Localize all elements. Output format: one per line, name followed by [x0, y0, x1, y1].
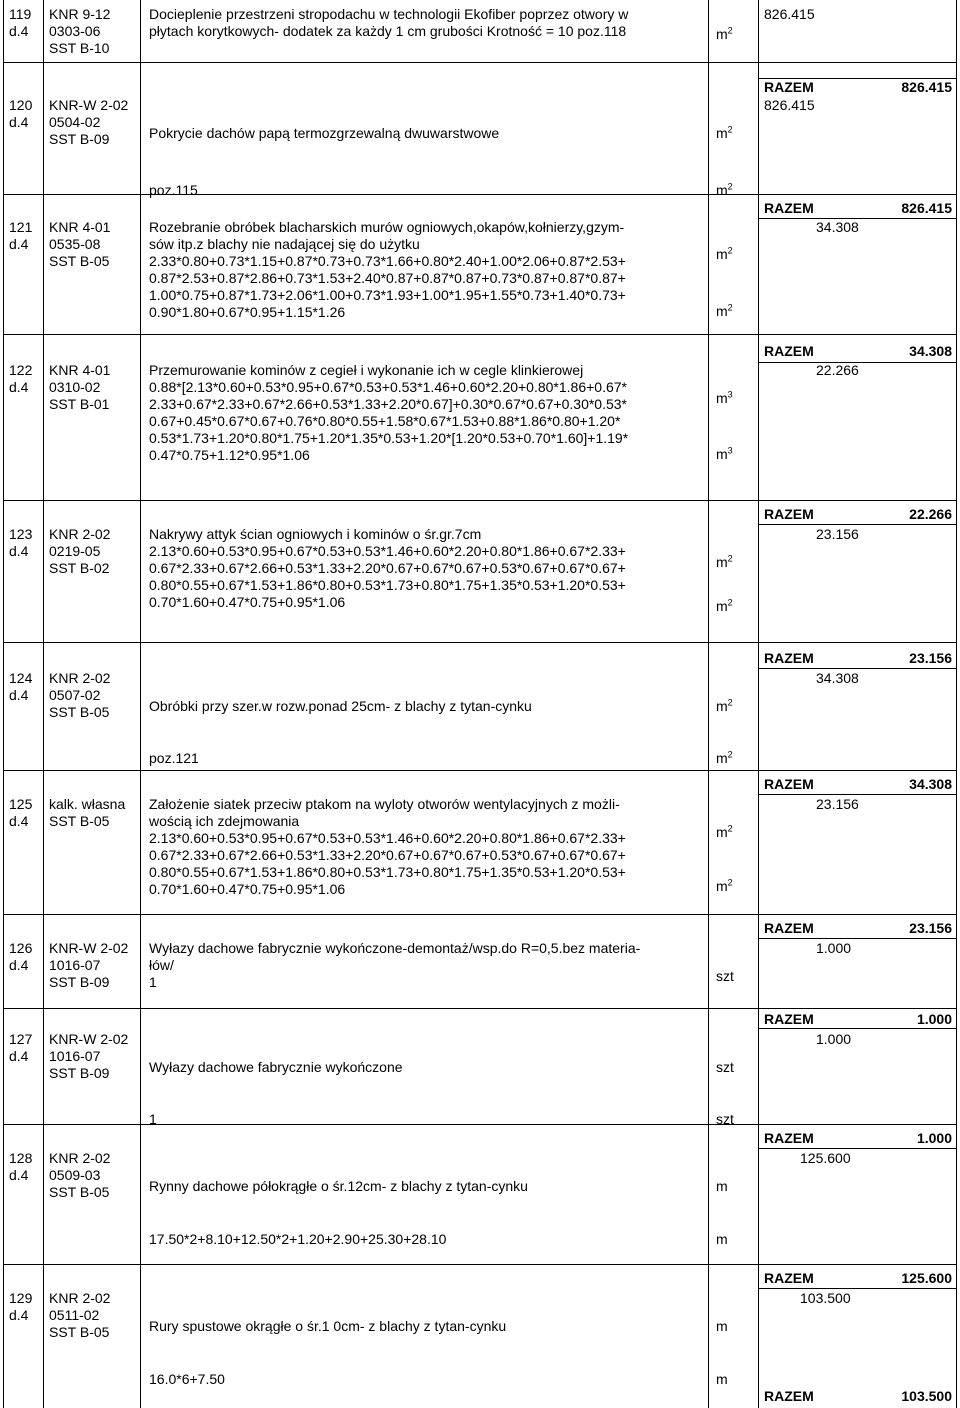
position-number: 123 — [9, 526, 33, 542]
razem-divider — [758, 1148, 956, 1149]
quantity: 23.156 — [816, 796, 859, 812]
unit: szt — [716, 968, 734, 984]
position-number: 122 — [9, 362, 33, 378]
row-divider — [3, 334, 957, 335]
position-sub: d.4 — [9, 543, 29, 559]
quantity: 103.500 — [800, 1290, 851, 1306]
unit: $m^2$ — [716, 697, 733, 714]
quantity: 1.000 — [816, 940, 852, 956]
quantity: 23.156 — [816, 526, 859, 542]
item-description: Docieplenie przestrzeni stropodachu w technologii Ekofiber poprzez otwory w — [149, 6, 629, 22]
base-code: KNR 4-01 — [49, 362, 111, 378]
calc-line: poz.115 — [149, 182, 198, 198]
position-sub: d.4 — [9, 687, 29, 703]
base-code: KNR 2-02 — [49, 526, 111, 542]
calc-line: 0.67+0.45*0.67*0.67+0.76*0.80*0.55+1.58*0.67*1.53+0.88*1.86*0.80+1.20* — [149, 413, 621, 429]
base-code: 0303-06 — [49, 23, 101, 39]
razem-divider — [758, 1028, 956, 1029]
item-description: Przemurowanie kominów z cegieł i wykonanie ich w cegle klinkierowej — [149, 362, 584, 378]
razem-label: RAZEM — [764, 1270, 814, 1286]
razem-divider — [758, 524, 956, 525]
razem-label: RAZEM — [764, 650, 814, 666]
item-description: płytach korytkowych- dodatek za każdy 1 cm grubości Krotność = 10 poz.118 — [149, 23, 627, 39]
quantity: 826.415 — [764, 97, 815, 113]
base-code: 1016-07 — [49, 1048, 101, 1064]
position-sub: d.4 — [9, 813, 29, 829]
calc-unit: $m^3$ — [716, 445, 733, 462]
row-divider — [3, 642, 957, 643]
base-code: SST B-09 — [49, 974, 110, 990]
calc-unit: szt — [716, 1111, 734, 1127]
position-number: 124 — [9, 670, 33, 686]
razem-value: 125.600 — [901, 1270, 952, 1286]
calc-line: 0.88*[2.13*0.60+0.53*0.95+0.67*0.53+0.53*1.46+0.60*2.20+0.80*1.86+0.67* — [149, 379, 628, 395]
position-sub: d.4 — [9, 1307, 29, 1323]
base-code: SST B-10 — [49, 40, 110, 56]
razem-value: 1.000 — [916, 1130, 952, 1146]
position-number: 120 — [9, 97, 33, 113]
row-divider — [3, 194, 957, 195]
position-number: 128 — [9, 1150, 33, 1166]
item-description: Pokrycie dachów papą termozgrzewalną dwuwarstwowe — [149, 125, 500, 141]
item-description: Wyłazy dachowe fabrycznie wykończone-demontaż/wsp.do R=0,5.bez materia- — [149, 940, 641, 956]
base-code: KNR-W 2-02 — [49, 97, 129, 113]
razem-value: 826.415 — [901, 200, 952, 216]
razem-label: RAZEM — [764, 506, 814, 522]
calc-unit: m — [716, 1231, 728, 1247]
base-code: SST B-01 — [49, 396, 110, 412]
position-sub: d.4 — [9, 1048, 29, 1064]
base-code: KNR-W 2-02 — [49, 1031, 129, 1047]
calc-unit: $m^2$ — [716, 597, 733, 614]
calc-unit: $m^2$ — [716, 181, 733, 198]
calc-unit: m — [716, 1371, 728, 1387]
base-code: KNR 2-02 — [49, 1150, 111, 1166]
calc-line: 0.90*1.80+0.67*0.95+1.15*1.26 — [149, 304, 346, 320]
razem-label: RAZEM — [764, 343, 814, 359]
unit: szt — [716, 1059, 734, 1075]
razem-label: RAZEM — [764, 920, 814, 936]
position-sub: d.4 — [9, 379, 29, 395]
razem-label: RAZEM — [764, 1388, 814, 1404]
position-number: 126 — [9, 940, 33, 956]
razem-value: 1.000 — [916, 1011, 952, 1027]
position-number: 119 — [9, 6, 32, 22]
razem-value: 23.156 — [909, 650, 952, 666]
calc-line: 2.13*0.60+0.53*0.95+0.67*0.53+0.53*1.46+0.60*2.20+0.80*1.86+0.67*2.33+ — [149, 543, 626, 559]
base-code: KNR 4-01 — [49, 219, 111, 235]
calc-line: 16.0*6+7.50 — [149, 1371, 225, 1387]
calc-line: 0.70*1.60+0.47*0.75+0.95*1.06 — [149, 881, 346, 897]
base-code: 0219-05 — [49, 543, 101, 559]
razem-value: 23.156 — [909, 920, 952, 936]
razem-label: RAZEM — [764, 79, 814, 95]
row-divider — [3, 914, 957, 915]
razem-label: RAZEM — [764, 200, 814, 216]
row-divider — [3, 1264, 957, 1265]
base-code: 0535-08 — [49, 236, 101, 252]
razem-label: RAZEM — [764, 776, 814, 792]
position-sub: d.4 — [9, 114, 29, 130]
calc-line: 0.70*1.60+0.47*0.75+0.95*1.06 — [149, 594, 346, 610]
base-code: kalk. własna — [49, 796, 126, 812]
row-divider — [3, 770, 957, 771]
position-sub: d.4 — [9, 23, 29, 39]
base-code: SST B-09 — [49, 131, 110, 147]
position-sub: d.4 — [9, 957, 29, 973]
base-code: KNR-W 2-02 — [49, 940, 129, 956]
base-code: 0504-02 — [49, 114, 101, 130]
unit: $m^2$ — [716, 823, 733, 840]
calc-line: 1 — [149, 1111, 157, 1127]
quantity: 125.600 — [800, 1150, 851, 1166]
calc-line: 2.13*0.60+0.53*0.95+0.67*0.53+0.53*1.46+0.60*2.20+0.80*1.86+0.67*2.33+ — [149, 830, 626, 846]
razem-divider — [758, 1288, 956, 1289]
base-code: 0310-02 — [49, 379, 101, 395]
calc-line: 0.87*2.53+0.87*2.86+0.73*1.53+2.40*0.87+0.87*0.87+0.73*0.87+0.87*0.87+ — [149, 270, 626, 286]
row-divider — [3, 1008, 957, 1009]
item-description: Nakrywy attyk ścian ogniowych i kominów o śr.gr.7cm — [149, 526, 482, 542]
column-divider — [758, 0, 759, 1408]
position-number: 127 — [9, 1031, 33, 1047]
item-description: Wyłazy dachowe fabrycznie wykończone — [149, 1059, 403, 1075]
base-code: SST B-05 — [49, 813, 110, 829]
razem-divider — [758, 794, 956, 795]
base-code: KNR 2-02 — [49, 1290, 111, 1306]
item-description: sów itp.z blachy nie nadającej się do użytku — [149, 236, 420, 252]
unit: $m^2$ — [716, 25, 733, 42]
calc-line: 0.67*2.33+0.67*2.66+0.53*1.33+2.20*0.67+0.67*0.67+0.53*0.67+0.67*0.67+ — [149, 847, 626, 863]
base-code: 0507-02 — [49, 687, 101, 703]
razem-value: 34.308 — [909, 343, 952, 359]
quantity: 826.415 — [764, 6, 815, 22]
razem-value: 103.500 — [901, 1388, 952, 1404]
table-border-left — [3, 0, 4, 1408]
base-code: SST B-09 — [49, 1065, 110, 1081]
calc-line: 0.80*0.55+0.67*1.53+1.86*0.80+0.53*1.73+0.80*1.75+1.35*0.53+1.20*0.53+ — [149, 577, 626, 593]
calc-line: 17.50*2+8.10+12.50*2+1.20+2.90+25.30+28.10 — [149, 1231, 447, 1247]
column-divider — [43, 0, 44, 1408]
base-code: SST B-02 — [49, 560, 110, 576]
razem-divider — [758, 668, 956, 669]
unit: m — [716, 1178, 728, 1194]
unit: m — [716, 1318, 728, 1334]
calc-unit: $m^2$ — [716, 749, 733, 766]
item-description: wością ich zdejmowania — [149, 813, 300, 829]
calc-line: 0.80*0.55+0.67*1.53+1.86*0.80+0.53*1.73+0.80*1.75+1.35*0.53+1.20*0.53+ — [149, 864, 626, 880]
base-code: SST B-05 — [49, 1184, 110, 1200]
razem-label: RAZEM — [764, 1130, 814, 1146]
table-border-right — [956, 0, 957, 1408]
razem-label: RAZEM — [764, 1011, 814, 1027]
razem-value: 826.415 — [901, 79, 952, 95]
calc-line: 0.53*1.73+1.20*0.80*1.75+1.20*1.35*0.53+1.20*[1.20*0.53+0.70*1.60]+1.19* — [149, 430, 629, 446]
razem-value: 22.266 — [909, 506, 952, 522]
item-description: Obróbki przy szer.w rozw.ponad 25cm- z blachy z tytan-cynku — [149, 698, 532, 714]
calc-unit: $m^2$ — [716, 302, 733, 319]
base-code: SST B-05 — [49, 253, 110, 269]
unit: $m^2$ — [716, 245, 733, 262]
row-divider — [3, 1124, 957, 1125]
quantity: 22.266 — [816, 362, 859, 378]
calc-line: 2.33+0.67*2.33+0.67*2.66+0.53*1.33+2.20*0.67]+0.30*0.67*0.67+0.30*0.53* — [149, 396, 628, 412]
column-divider — [708, 0, 709, 1408]
item-description: Założenie siatek przeciw ptakom na wyloty otworów wentylacyjnych z możli- — [149, 796, 620, 812]
calc-line: 0.47*0.75+1.12*0.95*1.06 — [149, 447, 310, 463]
position-number: 125 — [9, 796, 33, 812]
base-code: 1016-07 — [49, 957, 101, 973]
column-divider — [140, 0, 141, 1408]
razem-value: 34.308 — [909, 776, 952, 792]
base-code: 0509-03 — [49, 1167, 101, 1183]
row-divider — [3, 500, 957, 501]
position-sub: d.4 — [9, 1167, 29, 1183]
calc-line: 2.33*0.80+0.73*1.15+0.87*0.73+0.73*1.66+0.80*2.40+1.00*2.06+0.87*2.53+ — [149, 253, 626, 269]
item-description: Rozebranie obróbek blacharskich murów ogniowych,okapów,kołnierzy,gzym- — [149, 219, 625, 235]
item-description: Rynny dachowe półokrągłe o śr.12cm- z blachy z tytan-cynku — [149, 1178, 528, 1194]
base-code: SST B-05 — [49, 1324, 110, 1340]
calc-line: 0.67*2.33+0.67*2.66+0.53*1.33+2.20*0.67+0.67*0.67+0.53*0.67+0.67*0.67+ — [149, 560, 626, 576]
item-description: łów/ — [149, 957, 174, 973]
row-divider — [3, 62, 957, 63]
unit: $m^2$ — [716, 124, 733, 141]
calc-unit: $m^2$ — [716, 877, 733, 894]
quantity: 34.308 — [816, 670, 859, 686]
base-code: KNR 9-12 — [49, 6, 111, 22]
item-description: Rury spustowe okrągłe o śr.1 0cm- z blachy z tytan-cynku — [149, 1318, 507, 1334]
quantity: 1.000 — [816, 1031, 852, 1047]
position-number: 121 — [9, 219, 33, 235]
position-number: 129 — [9, 1290, 33, 1306]
base-code: 0511-02 — [49, 1307, 100, 1323]
base-code: SST B-05 — [49, 704, 110, 720]
razem-divider — [758, 938, 956, 939]
calc-line: 1.00*0.75+0.87*1.73+2.06*1.00+0.73*1.93+1.00*1.95+1.55*0.73+1.40*0.73+ — [149, 287, 626, 303]
calc-line: poz.121 — [149, 750, 199, 766]
quantity: 34.308 — [816, 219, 859, 235]
calc-line: 1 — [149, 974, 157, 990]
base-code: KNR 2-02 — [49, 670, 111, 686]
unit: $m^2$ — [716, 553, 733, 570]
position-sub: d.4 — [9, 236, 29, 252]
unit: $m^3$ — [716, 389, 733, 406]
